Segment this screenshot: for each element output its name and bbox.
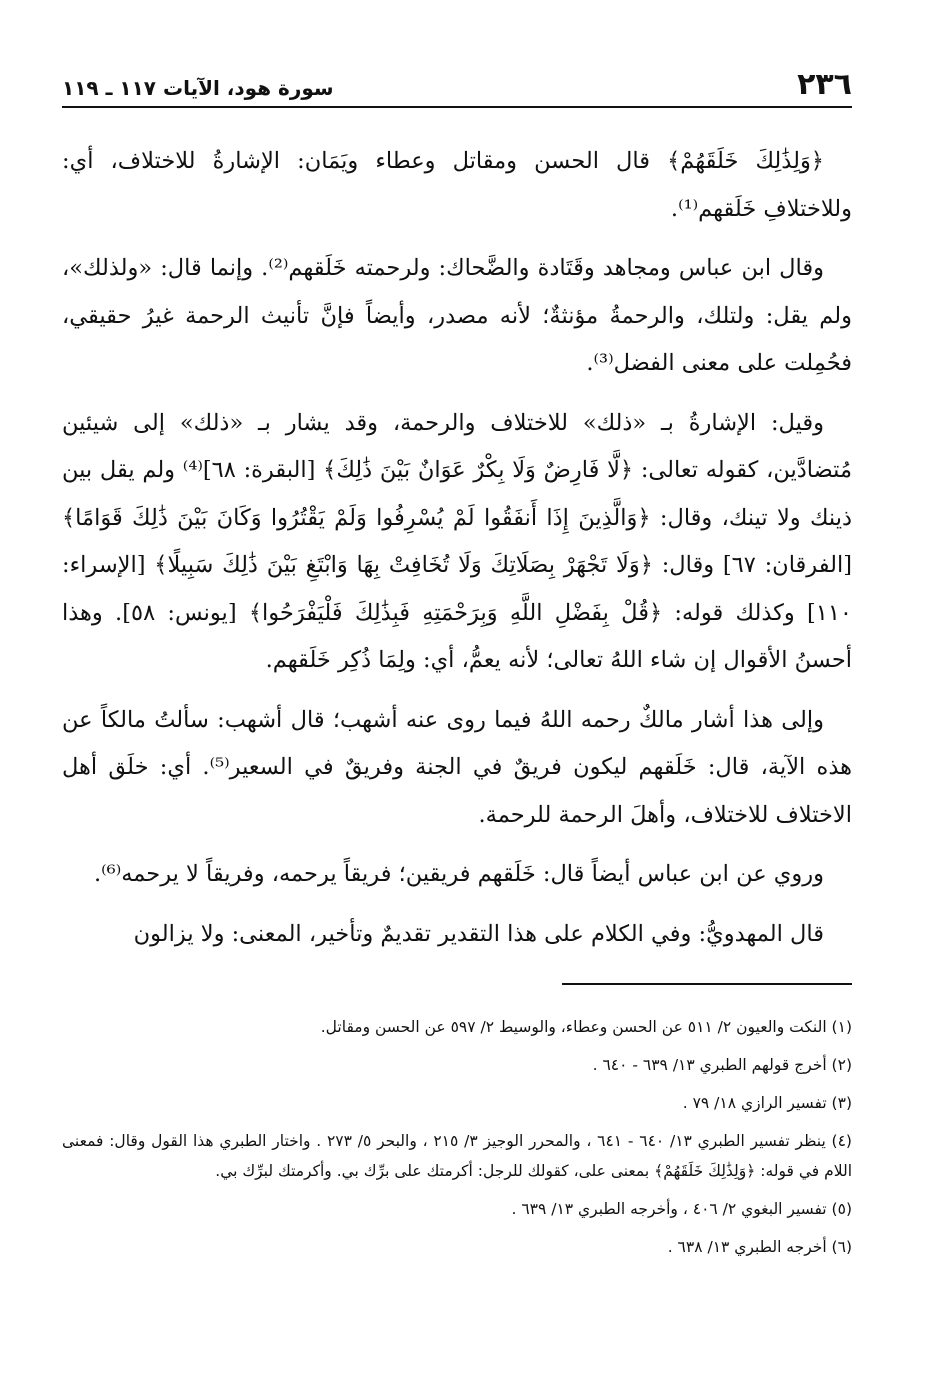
paragraph: ﴿وَلِذَٰلِكَ خَلَقَهُمْ﴾ قال الحسن ومقاتل وعطاء ويَمَان: الإشارةُ للاختلاف، أي: وللاختلافِ خَلَقهم⁽¹⁾. xyxy=(62,148,852,222)
paragraph: وإلى هذا أشار مالكٌ رحمه اللهُ فيما روى عنه أشهب؛ قال أشهب: سألتُ مالكاً عن هذه الآية، قال: خَلَقهم ليكون فريقٌ في الجنة وفريقٌ في السعير⁽⁵⁾. أي: خلَق أهل الاختلاف للاختلاف، وأهلَ الرحمة للرحمة. xyxy=(62,706,852,828)
footnote: (١) النكت والعيون ٢/ ٥١١ عن الحسن وعطاء، والوسيط ٢/ ٥٩٧ عن الحسن ومقاتل. xyxy=(320,1018,852,1036)
paragraph: وروي عن ابن عباس أيضاً قال: خَلَقهم فريقين؛ فريقاً يرحمه، وفريقاً لا يرحمه⁽⁶⁾. xyxy=(93,861,824,887)
paragraph: قال المهدويُّ: وفي الكلام على هذا التقدير تقديمٌ وتأخير، المعنى: ولا يزالون xyxy=(133,920,824,947)
footnote: (٦) أخرجه الطبري ١٣/ ٦٣٨ . xyxy=(667,1238,852,1256)
footnotes xyxy=(62,1012,852,1270)
header-rule xyxy=(62,106,852,108)
paragraph: وقيل: الإشارةُ بـ «ذلك» للاختلاف والرحمة، وقد يشار بـ «ذلك» إلى شيئين مُتضادَّين، كقوله تعالى: ﴿لَّا فَارِضٌ وَلَا بِكْرٌ عَوَانٌ بَيْنَ ذَٰلِكَ﴾ [البقرة: ٦٨]⁽⁴⁾ ولم يقل بين ذينك ولا تينك، وقال: ﴿وَالَّذِينَ إِذَا أَنفَقُوا لَمْ يُسْرِفُوا وَلَمْ يَقْتُرُوا وَكَانَ بَيْنَ ذَٰلِكَ قَوَامًا﴾ [الفرقان: ٦٧] وقال: ﴿وَلَا تَجْهَرْ بِصَلَاتِكَ وَلَا تُخَافِتْ بِهَا وَابْتَغِ بَيْنَ ذَٰلِكَ سَبِيلًا﴾ [الإسراء: ١١٠] وكذلك قوله: ﴿قُلْ بِفَضْلِ اللَّهِ وَبِرَحْمَتِهِ فَبِذَٰلِكَ فَلْيَفْرَحُوا﴾ [يونس: ٥٨]. وهذا أحسنُ الأقوال إن شاء اللهُ تعالى؛ لأنه يعمُّ، أي: ولِمَا ذُكِر خَلَقهم. xyxy=(62,409,853,673)
page-header xyxy=(62,60,852,100)
page-number: ٢٣٦ xyxy=(797,67,852,102)
paragraph: وقال ابن عباس ومجاهد وقَتَادة والضَّحاك: ولرحمته خَلَقهم⁽²⁾. وإنما قال: «ولذلك»، ولم يقل: ولتلك، والرحمةُ مؤنثةٌ؛ لأنه مصدر، وأيضاً فإنَّ تأنيث الرحمة غيرُ حقيقي، فحُمِلت على معنى الفضل⁽³⁾. xyxy=(62,255,852,376)
footnote: (٣) تفسير الرازي ١٨/ ٧٩ . xyxy=(682,1094,852,1112)
body-text xyxy=(62,138,852,970)
running-title: سورة هود، الآيات ١١٧ ـ ١١٩ xyxy=(62,76,334,100)
footnote: (٥) تفسير البغوي ٢/ ٤٠٦ ، وأخرجه الطبري ١٣/ ٦٣٩ . xyxy=(511,1200,852,1218)
footnote: (٤) ينظر تفسير الطبري ١٣/ ٦٤٠ - ٦٤١ ، والمحرر الوجيز ٣/ ٢١٥ ، والبحر ٥/ ٢٧٣ . واختار الطبري هذا القول وقال: فمعنى اللام في قوله: ﴿وَلِذَٰلِكَ خَلَقَهُمْ﴾ بمعنى على، كقولك للرجل: أكرمتك على برِّك بي. وأكرمتك لبرِّك بي. xyxy=(62,1132,852,1180)
footnote: (٢) أخرج قولهم الطبري ١٣/ ٦٣٩ - ٦٤٠ . xyxy=(592,1056,852,1074)
footnote-rule xyxy=(562,983,852,985)
